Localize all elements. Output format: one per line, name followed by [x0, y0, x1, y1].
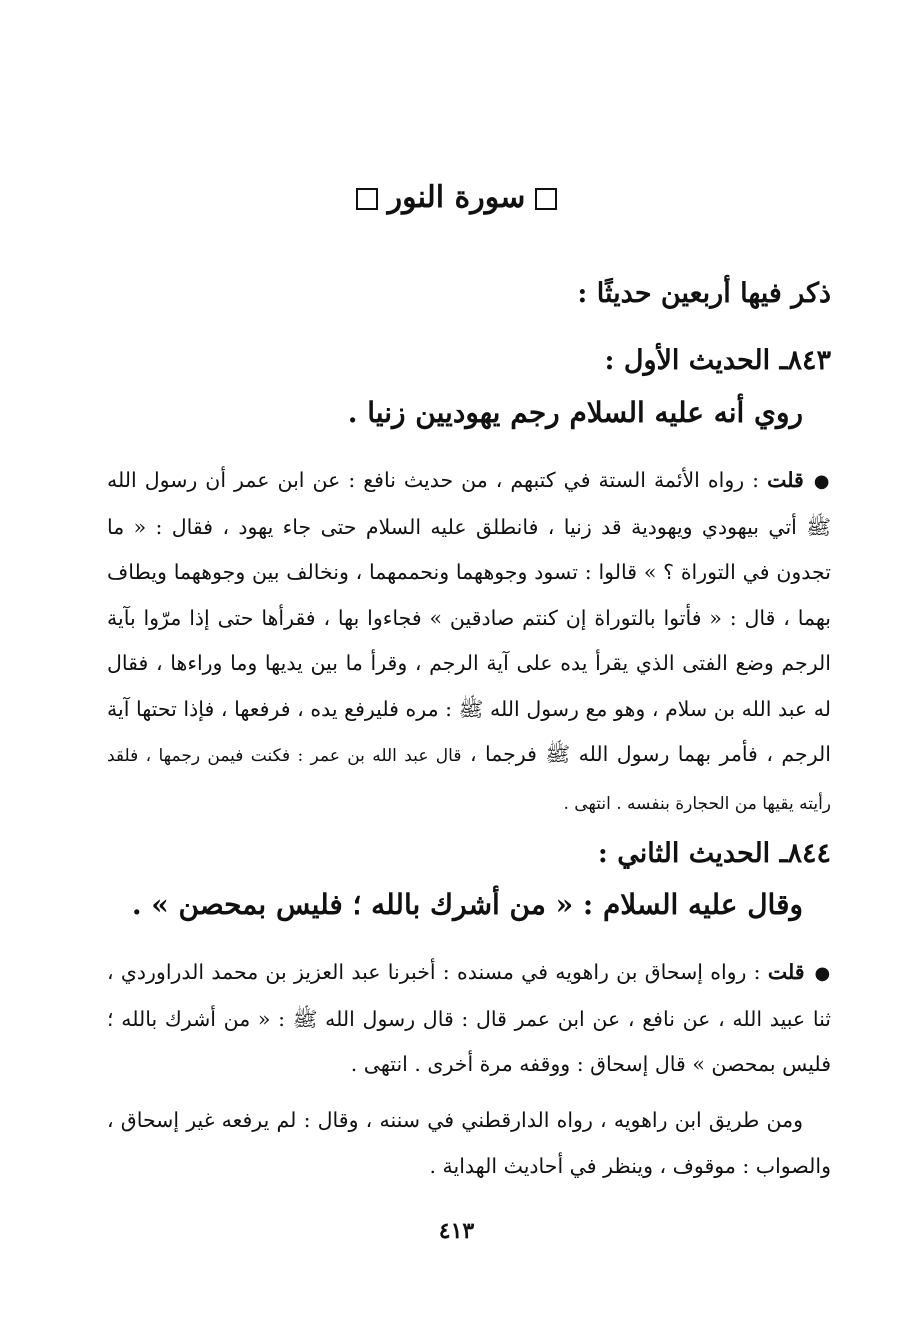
square-ornament-icon [356, 188, 378, 210]
bullet-icon: ● [814, 963, 831, 984]
hadith-2-text: وقال عليه السلام : « من أشرك بالله ؛ فليس بمحصن » . [131, 888, 803, 921]
commentary-text: : رواه الأئمة الستة في كتبهم ، من حديث نافع : عن ابن عمر أن رسول الله ﷺ أتي بيهودي ويهودية قد زنيا ، فانطلق عليه السلام حتى جاء يهود ، فقال : « ما تجدون في التوراة ؟ » قالوا : تسود وجوههما ونحممهما ، ونخالف بين وجوههما ويطاف بهما ، قال : « فأتوا بالتوراة إن كنتم صادقين » فجاءوا بها ، فقرأها حتى إذا مرّوا بآية الرجم وضع الفتى الذي يقرأ يده على آية الرجم ، وقرأ ما بين يديها وما وراءها ، فقال له عبد الله بن سلام ، وهو مع رسول الله ﷺ : مره فليرفع يده ، فرفعها ، فإذا تحتها آية الرجم ، فأمر بهما رسول الله ﷺ فرجما ، [107, 468, 831, 766]
commentary-label: قلت [767, 960, 805, 984]
commentary-text: : رواه إسحاق بن راهويه في مسنده : أخبرنا عبد العزيز بن محمد الدراوردي ، ثنا عبيد الله ، عن نافع ، عن ابن عمر قال : قال رسول الله ﷺ : « من أشرك بالله ؛ فليس بمحصن » قال إسحاق : ووقفه مرة أخرى . انتهى . [107, 960, 831, 1076]
bullet-icon: ● [813, 471, 831, 492]
hadith-2-followup: ومن طريق ابن راهويه ، رواه الدارقطني في سننه ، وقال : لم يرفعه غير إسحاق ، والصواب : موقوف ، وينظر في أحاديث الهداية . [107, 1108, 831, 1178]
commentary-label: قلت [767, 468, 804, 492]
surah-title-text: سورة النور [387, 180, 526, 215]
commentary-end: قال عبد الله بن عمر : فكنت فيمن رجمها ، فلقد رأيته يقيها من الحجارة بنفسه . انتهى . [107, 746, 831, 814]
page-number: ٤١٣ [438, 1218, 475, 1244]
intro-heading: ذكر فيها أربعين حديثًا : [577, 278, 831, 309]
hadith-2-commentary [107, 950, 831, 1088]
hadith-1-commentary [107, 458, 831, 827]
surah-title [0, 180, 913, 215]
square-ornament-icon [535, 188, 557, 210]
hadith-2-heading: ٨٤٤ـ الحديث الثاني : [597, 838, 831, 869]
hadith-1-text: روي أنه عليه السلام رجم يهوديين زنيا . [347, 396, 803, 429]
hadith-1-heading: ٨٤٣ـ الحديث الأول : [604, 345, 831, 376]
